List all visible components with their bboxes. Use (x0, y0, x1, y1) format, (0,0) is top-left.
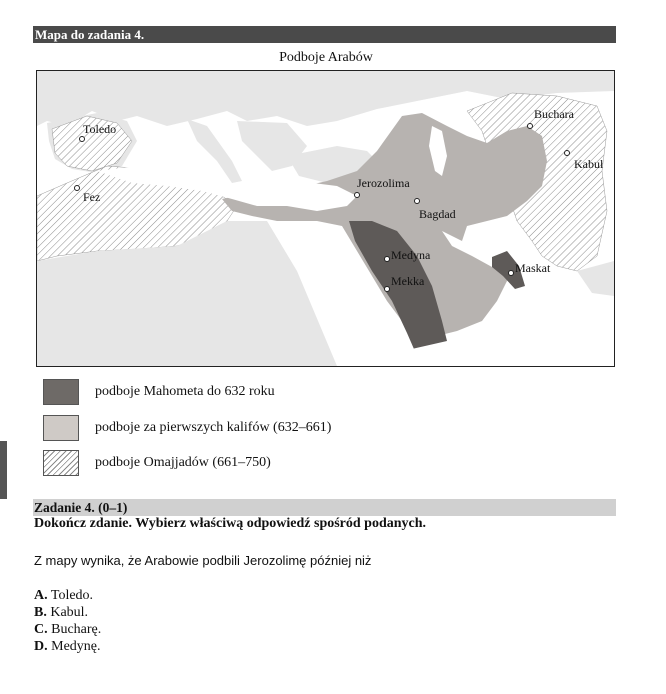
city-bagdad-label: Bagdad (419, 207, 456, 221)
city-medyna-dot (385, 257, 390, 262)
answer-text: Toledo. (50, 588, 94, 603)
answer-letter: A. (34, 588, 48, 603)
map-header-bar (33, 26, 616, 43)
task-title: Zadanie 4. (0–1) (34, 500, 128, 515)
map-header-title: Mapa do zadania 4. (35, 27, 145, 42)
sea-black (315, 122, 379, 144)
legend-swatch-hatched (43, 450, 79, 476)
answer-letter: B. (34, 605, 47, 620)
answer-option-d[interactable] (34, 638, 101, 655)
city-bagdad-dot (415, 199, 420, 204)
answer-option-b[interactable] (34, 604, 101, 621)
city-buchara-label: Buchara (534, 107, 574, 121)
task-instruction: Dokończ zdanie. Wybierz właściwą odpowiedź spośród podanych. (34, 516, 427, 531)
city-fez-dot (75, 186, 80, 191)
city-jerozolima-label: Jerozolima (357, 176, 410, 190)
map-title: Podboje Arabów (279, 50, 373, 65)
city-kabul-label: Kabul (574, 157, 604, 171)
legend-label: podboje Omajjadów (661–750) (95, 455, 271, 470)
city-maskat-dot (509, 271, 514, 276)
answer-list (34, 587, 101, 655)
task-header-bar (33, 499, 616, 516)
city-medyna-label: Medyna (391, 248, 431, 262)
legend-item-omajjadzi (43, 449, 271, 477)
city-mekka-dot (385, 287, 390, 292)
city-kabul-dot (565, 151, 570, 156)
answer-text: Bucharę. (51, 622, 102, 637)
map-svg (37, 71, 614, 366)
land-italy (187, 119, 242, 183)
city-fez-label: Fez (83, 190, 101, 204)
legend-swatch-dark (43, 379, 79, 405)
legend-label: podboje Mahometa do 632 roku (95, 384, 275, 399)
city-mekka-label: Mekka (391, 274, 425, 288)
answer-letter: D. (34, 639, 48, 654)
answer-text: Kabul. (50, 605, 89, 620)
city-toledo-label: Toledo (83, 122, 117, 136)
city-buchara-dot (528, 124, 533, 129)
legend-item-kalifowie (43, 414, 331, 442)
legend-label: podboje za pierwszych kalifów (632–661) (95, 420, 332, 435)
city-jerozolima-dot (355, 193, 360, 198)
task-question: Z mapy wynika, że Arabowie podbili Jerozolimę później niż (34, 553, 372, 568)
answer-option-c[interactable] (34, 621, 101, 638)
side-tab-marker (0, 441, 7, 499)
answer-option-a[interactable] (34, 587, 101, 604)
legend-item-mahomet (43, 378, 275, 406)
city-toledo-dot (80, 137, 85, 142)
city-maskat-label: Maskat (515, 261, 551, 275)
answer-letter: C. (34, 622, 48, 637)
answer-text: Medynę. (51, 639, 101, 654)
map (36, 70, 615, 367)
legend-swatch-light (43, 415, 79, 441)
